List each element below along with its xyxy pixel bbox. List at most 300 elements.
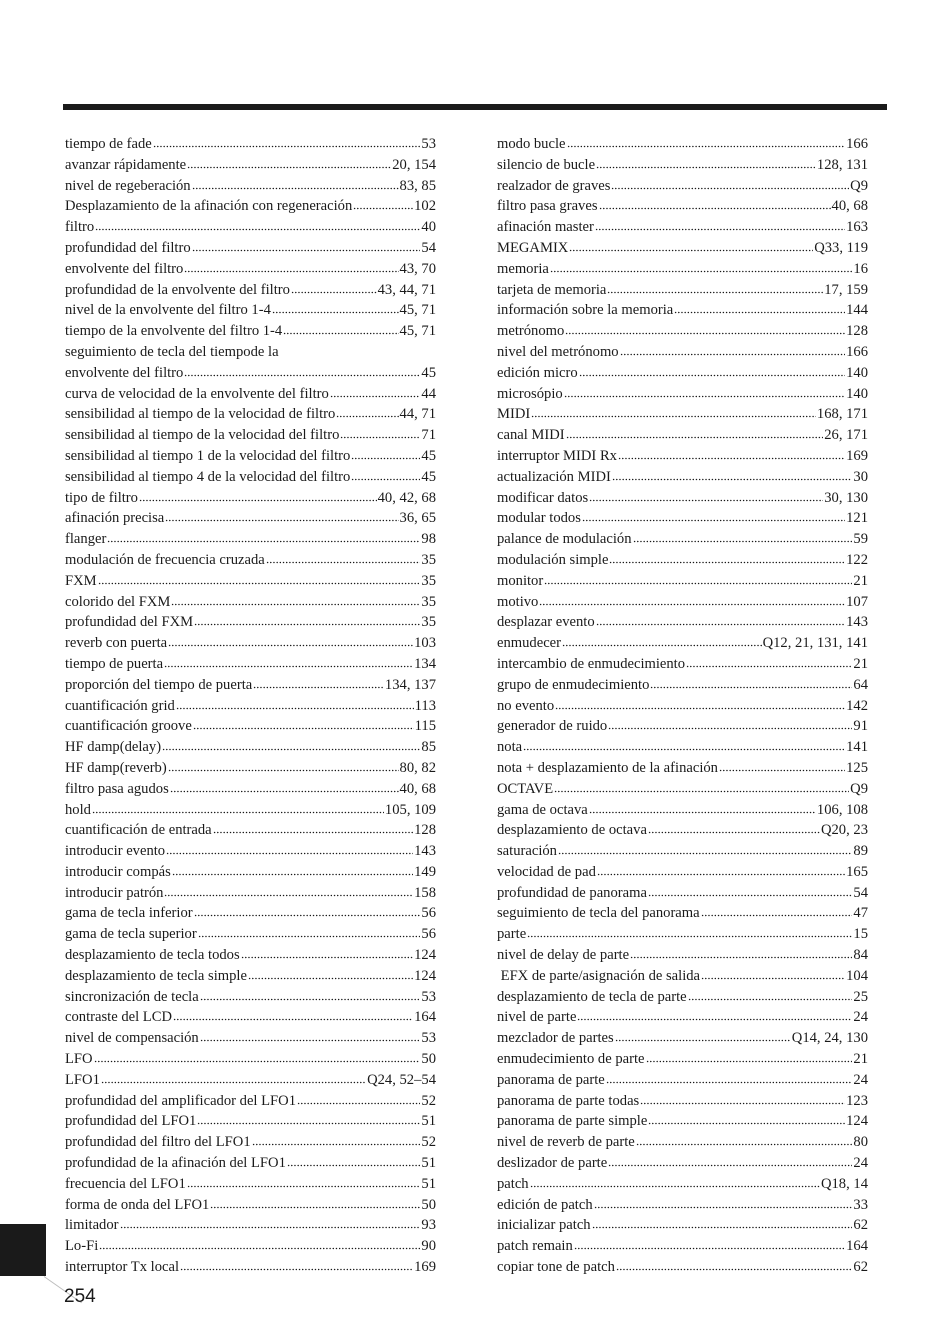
index-entry	[497, 404, 868, 425]
index-term: profundidad de panorama	[497, 884, 647, 901]
index-entry	[65, 467, 436, 488]
index-entry	[497, 488, 868, 509]
dot-leader	[194, 614, 420, 626]
index-entry	[497, 820, 868, 841]
index-entry	[65, 675, 436, 696]
index-column-left	[65, 134, 436, 1278]
index-term: nivel de regeberación	[65, 177, 191, 194]
index-term: filtro pasa graves	[497, 198, 598, 215]
index-pages: Q20, 23	[820, 822, 868, 839]
index-entry	[65, 1070, 436, 1091]
index-entry	[497, 196, 868, 217]
index-entry	[65, 342, 436, 363]
index-entry	[497, 571, 868, 592]
dot-leader	[187, 1176, 421, 1188]
index-term: LFO	[65, 1051, 93, 1068]
index-entry	[65, 737, 436, 758]
index-entry	[65, 654, 436, 675]
index-term: cuantificación groove	[65, 718, 192, 735]
index-term: desplazamiento de tecla todos	[65, 947, 240, 964]
dot-leader	[166, 843, 413, 855]
dot-leader	[248, 968, 413, 980]
index-pages: 62	[853, 1217, 868, 1234]
index-pages: 113	[414, 697, 436, 714]
index-term: generador de ruido	[497, 718, 608, 735]
dot-leader	[565, 323, 845, 335]
index-pages: 166	[846, 136, 868, 152]
index-pages: 134, 137	[384, 676, 436, 693]
index-entry	[65, 259, 436, 280]
index-entry	[65, 800, 436, 821]
dot-leader	[210, 1197, 420, 1209]
dot-leader	[554, 781, 849, 793]
index-entry	[65, 1049, 436, 1070]
index-pages: Q14, 24, 130	[791, 1030, 868, 1047]
index-pages: 141	[846, 739, 868, 756]
index-pages: 107	[846, 593, 868, 610]
dot-leader	[611, 178, 849, 190]
index-entry	[65, 1028, 436, 1049]
index-term: avanzar rápidamente	[65, 156, 187, 173]
index-pages: 169	[846, 447, 868, 464]
index-term: modular todos	[497, 510, 581, 527]
dot-leader	[688, 989, 853, 1001]
index-entry	[497, 1049, 868, 1070]
index-term: gama de tecla inferior	[65, 905, 193, 922]
index-pages: 51	[421, 1155, 436, 1172]
index-term: deslizador de parte	[497, 1155, 608, 1172]
dot-leader	[241, 947, 413, 959]
index-pages: 105, 109	[384, 801, 436, 818]
index-entry	[65, 1091, 436, 1112]
dot-leader	[336, 406, 398, 418]
index-term: filtro	[65, 219, 95, 236]
index-pages: 124	[414, 967, 436, 984]
index-entry	[65, 779, 436, 800]
index-term: introducir evento	[65, 843, 166, 860]
index-term: tiempo de fade	[65, 136, 152, 152]
dot-leader	[92, 802, 384, 814]
index-entry	[65, 1153, 436, 1174]
index-pages: 44, 71	[399, 406, 436, 423]
dot-leader	[99, 1238, 420, 1250]
index-entry	[65, 1111, 436, 1132]
index-pages: 21	[853, 1051, 868, 1068]
index-pages: 168, 171	[816, 406, 868, 423]
index-term: tarjeta de memoria	[497, 281, 607, 298]
index-entry	[65, 508, 436, 529]
index-entry	[65, 903, 436, 924]
index-entry	[497, 1007, 868, 1028]
dot-leader	[164, 656, 413, 668]
index-pages: 45, 71	[399, 302, 436, 319]
index-term: limitador	[65, 1217, 119, 1234]
dot-leader	[577, 1009, 852, 1021]
index-entry	[65, 571, 436, 592]
index-entry	[497, 446, 868, 467]
index-pages: 165	[846, 863, 868, 880]
index-pages: 25	[853, 988, 868, 1005]
dot-leader	[139, 490, 377, 502]
index-pages: 166	[846, 343, 868, 360]
dot-leader	[544, 573, 852, 585]
index-entry	[65, 155, 436, 176]
index-entry	[65, 363, 436, 384]
index-term: panorama de parte	[497, 1071, 605, 1088]
index-entry	[65, 176, 436, 197]
index-pages: 40, 68	[831, 198, 868, 215]
dot-leader	[589, 802, 816, 814]
dot-leader	[615, 1030, 791, 1042]
index-term: monitor	[497, 572, 544, 589]
dot-leader	[353, 198, 413, 210]
index-pages: Q33, 119	[814, 239, 868, 256]
index-pages: 21	[853, 572, 868, 589]
dot-leader	[608, 718, 852, 730]
index-pages: 103	[414, 635, 436, 652]
index-pages: 104	[846, 967, 868, 984]
index-term: patch	[497, 1175, 529, 1192]
index-pages: 144	[846, 302, 868, 319]
index-term: actualización MIDI	[497, 468, 611, 485]
index-pages: 45	[421, 447, 436, 464]
dot-leader	[646, 1051, 853, 1063]
index-term: seguimiento de tecla del tiempode la	[65, 343, 279, 360]
dot-leader	[200, 1030, 421, 1042]
index-term: tipo de filtro	[65, 489, 138, 506]
index-entry	[497, 924, 868, 945]
dot-leader	[579, 365, 845, 377]
index-entry	[65, 1236, 436, 1257]
index-term: interruptor MIDI Rx	[497, 447, 617, 464]
index-entry	[65, 862, 436, 883]
index-pages: 52	[421, 1092, 436, 1109]
dot-leader	[609, 552, 845, 564]
index-term: realzador de graves	[497, 177, 611, 194]
index-entry	[65, 196, 436, 217]
index-pages: Q18, 14	[820, 1175, 868, 1192]
index-term: hold	[65, 801, 91, 818]
index-entry	[65, 696, 436, 717]
index-term: curva de velocidad de la envolvente del filtro	[65, 385, 329, 402]
index-entry	[497, 737, 868, 758]
index-entry	[497, 1174, 868, 1195]
dot-leader	[648, 1113, 845, 1125]
index-term: EFX de parte/asignación de salida	[497, 967, 701, 984]
index-pages: 50	[421, 1196, 436, 1213]
index-term: tiempo de puerta	[65, 655, 164, 672]
dot-leader	[558, 843, 852, 855]
index-entry	[65, 446, 436, 467]
dot-leader	[266, 552, 421, 564]
index-term: profundidad del filtro del LFO1	[65, 1134, 251, 1151]
index-entry	[65, 612, 436, 633]
index-term: introducir compás	[65, 863, 171, 880]
index-pages: 125	[846, 759, 868, 776]
index-pages: 128, 131	[816, 156, 868, 173]
index-pages: 134	[414, 655, 436, 672]
index-entry	[65, 425, 436, 446]
index-pages: 83, 85	[399, 177, 436, 194]
dot-leader	[340, 427, 420, 439]
index-term: OCTAVE	[497, 780, 554, 797]
index-entry	[65, 321, 436, 342]
index-pages: 89	[853, 843, 868, 860]
index-entry	[497, 633, 868, 654]
index-pages: 142	[846, 697, 868, 714]
index-term: forma de onda del LFO1	[65, 1196, 210, 1213]
index-entry	[497, 259, 868, 280]
index-entry	[497, 612, 868, 633]
index-pages: 158	[414, 884, 436, 901]
index-entry	[65, 758, 436, 779]
index-pages: Q9	[850, 780, 868, 797]
index-term: canal MIDI	[497, 427, 565, 444]
dot-leader	[194, 905, 421, 917]
dot-leader	[351, 469, 420, 481]
index-pages: 93	[421, 1217, 436, 1234]
section-tab	[0, 1224, 46, 1276]
dot-leader	[701, 968, 845, 980]
index-pages: 30	[853, 468, 868, 485]
index-entry	[65, 1174, 436, 1195]
index-pages: 149	[414, 863, 436, 880]
index-term: reverb con puerta	[65, 635, 168, 652]
dot-leader	[253, 677, 384, 689]
index-entry	[497, 841, 868, 862]
dot-leader	[200, 989, 421, 1001]
index-term: modificar datos	[497, 489, 589, 506]
index-term: afinación master	[497, 219, 594, 236]
index-entry	[497, 945, 868, 966]
index-entry	[497, 1153, 868, 1174]
dot-leader	[539, 594, 845, 606]
dot-leader	[165, 510, 398, 522]
index-term: profundidad del filtro	[65, 239, 191, 256]
index-pages: 140	[846, 364, 868, 381]
dot-leader	[94, 1051, 421, 1063]
index-pages: Q12, 21, 131, 141	[762, 635, 868, 652]
index-entry	[65, 633, 436, 654]
dot-leader	[351, 448, 420, 460]
dot-leader	[164, 885, 413, 897]
index-term: gama de octava	[497, 801, 588, 818]
dot-leader	[192, 178, 399, 190]
index-pages: 91	[853, 718, 868, 735]
index-term: HF damp(reverb)	[65, 759, 167, 776]
index-term: enmudecimiento de parte	[497, 1051, 645, 1068]
index-pages: 124	[414, 947, 436, 964]
index-entry	[65, 716, 436, 737]
index-pages: Q9	[850, 177, 868, 194]
index-term: memoria	[497, 260, 549, 277]
index-entry	[497, 321, 868, 342]
dot-leader	[192, 240, 421, 252]
index-entry	[65, 1007, 436, 1028]
index-pages: 30, 130	[824, 489, 868, 506]
index-term: nivel de reverb de parte	[497, 1134, 635, 1151]
index-term: sensibilidad al tiempo de la velocidad del filtro	[65, 427, 340, 444]
index-pages: 35	[421, 593, 436, 610]
dot-leader	[567, 136, 846, 148]
index-entry	[497, 654, 868, 675]
dot-leader	[168, 635, 413, 647]
dot-leader	[153, 136, 421, 148]
dot-leader	[630, 947, 852, 959]
index-term: sensibilidad al tiempo 4 de la velocidad del filtro	[65, 468, 351, 485]
index-pages: 124	[846, 1113, 868, 1130]
index-pages: 121	[846, 510, 868, 527]
dot-leader	[193, 718, 414, 730]
dot-leader	[620, 344, 846, 356]
index-term: metrónomo	[497, 323, 565, 340]
index-pages: 47	[853, 905, 868, 922]
index-pages: 35	[421, 551, 436, 568]
index-entry	[65, 550, 436, 571]
index-entry	[65, 280, 436, 301]
index-term: desplazamiento de octava	[497, 822, 647, 839]
index-term: profundidad del amplificador del LFO1	[65, 1092, 297, 1109]
index-pages: 163	[846, 219, 868, 236]
index-term: panorama de parte todas	[497, 1092, 640, 1109]
index-entry	[497, 1111, 868, 1132]
index-term: afinación precisa	[65, 510, 165, 527]
dot-leader	[633, 531, 853, 543]
dot-leader	[120, 1217, 421, 1229]
index-pages: 53	[421, 988, 436, 1005]
index-term: enmudecer	[497, 635, 562, 652]
dot-leader	[592, 1217, 853, 1229]
index-entry	[497, 779, 868, 800]
index-pages: 164	[846, 1238, 868, 1255]
index-pages: 56	[421, 926, 436, 943]
index-entry	[65, 529, 436, 550]
index-term: Desplazamiento de la afinación con regeneración	[65, 198, 353, 215]
dot-leader	[566, 427, 824, 439]
index-entry	[497, 238, 868, 259]
dot-leader	[550, 261, 853, 273]
index-pages: 128	[414, 822, 436, 839]
index-term: edición micro	[497, 364, 578, 381]
dot-leader	[589, 490, 823, 502]
index-entry	[497, 342, 868, 363]
index-term: cuantificación de entrada	[65, 822, 212, 839]
index-entry	[497, 550, 868, 571]
index-pages: 90	[421, 1238, 436, 1255]
index-entry	[65, 820, 436, 841]
index-pages: 53	[421, 136, 436, 152]
index-pages: 143	[846, 614, 868, 631]
dot-leader	[95, 219, 420, 231]
index-term: no evento	[497, 697, 555, 714]
index-term: desplazamiento de tecla simple	[65, 967, 247, 984]
index-pages: 59	[853, 531, 868, 548]
dot-leader	[297, 1093, 420, 1105]
index-pages: 53	[421, 1030, 436, 1047]
index-term: modulación simple	[497, 551, 609, 568]
index-pages: 84	[853, 947, 868, 964]
index-pages: 33	[853, 1196, 868, 1213]
dot-leader	[599, 198, 831, 210]
index-term: envolvente del filtro	[65, 260, 184, 277]
index-pages: 36, 65	[399, 510, 436, 527]
index-term: tiempo de la envolvente del filtro 1-4	[65, 323, 283, 340]
index-entry	[497, 716, 868, 737]
dot-leader	[527, 926, 852, 938]
page-number: 254	[64, 1286, 96, 1307]
dot-leader	[648, 885, 852, 897]
index-entry	[65, 1195, 436, 1216]
index-term: nivel de delay de parte	[497, 947, 630, 964]
index-pages: 45	[421, 468, 436, 485]
dot-leader	[597, 864, 845, 876]
index-entry	[65, 384, 436, 405]
dot-leader	[252, 1134, 421, 1146]
index-term: copiar tone de patch	[497, 1259, 615, 1276]
index-pages: 24	[853, 1071, 868, 1088]
index-term: profundidad de la envolvente del filtro	[65, 281, 290, 298]
index-pages: Q24, 52–54	[367, 1071, 436, 1088]
dot-leader	[184, 365, 420, 377]
dot-leader	[272, 302, 399, 314]
header-rule	[63, 104, 887, 110]
index-entry	[65, 987, 436, 1008]
index-term: nivel de la envolvente del filtro 1-4	[65, 302, 271, 319]
index-entry	[497, 1236, 868, 1257]
index-pages: 106, 108	[816, 801, 868, 818]
index-term: nota + desplazamiento de la afinación	[497, 759, 718, 776]
index-entry	[65, 1132, 436, 1153]
index-pages: 54	[421, 239, 436, 256]
index-entry	[65, 966, 436, 987]
dot-leader	[287, 1155, 421, 1167]
index-entry	[497, 425, 868, 446]
index-term: nivel del metrónomo	[497, 343, 619, 360]
index-term: interruptor Tx local	[65, 1259, 180, 1276]
index-pages: 24	[853, 1155, 868, 1172]
index-pages: 164	[414, 1009, 436, 1026]
index-term: Lo-Fi	[65, 1238, 99, 1255]
index-term: saturación	[497, 843, 557, 860]
index-term: desplazar evento	[497, 614, 595, 631]
index-entry	[497, 966, 868, 987]
index-entry	[65, 883, 436, 904]
index-entry	[497, 176, 868, 197]
dot-leader	[608, 1155, 852, 1167]
index-pages: 21	[853, 655, 868, 672]
dot-leader	[187, 157, 391, 169]
index-pages: 40, 68	[399, 780, 436, 797]
index-pages: 44	[421, 385, 436, 402]
index-entry	[65, 134, 436, 155]
index-term: parte	[497, 926, 527, 943]
index-term: proporción del tiempo de puerta	[65, 676, 253, 693]
index-pages: 43, 70	[399, 260, 436, 277]
index-term: HF damp(delay)	[65, 739, 162, 756]
index-term: panorama de parte simple	[497, 1113, 648, 1130]
index-term: sincronización de tecla	[65, 988, 199, 1005]
index-term: cuantificación grid	[65, 697, 175, 714]
index-entry	[497, 1091, 868, 1112]
index-term: desplazamiento de tecla de parte	[497, 988, 687, 1005]
index-term: patch remain	[497, 1238, 573, 1255]
index-entry	[497, 903, 868, 924]
index-entry	[497, 300, 868, 321]
dot-leader	[596, 157, 816, 169]
index-pages: 26, 171	[824, 427, 868, 444]
dot-leader	[618, 448, 845, 460]
dot-leader	[719, 760, 845, 772]
